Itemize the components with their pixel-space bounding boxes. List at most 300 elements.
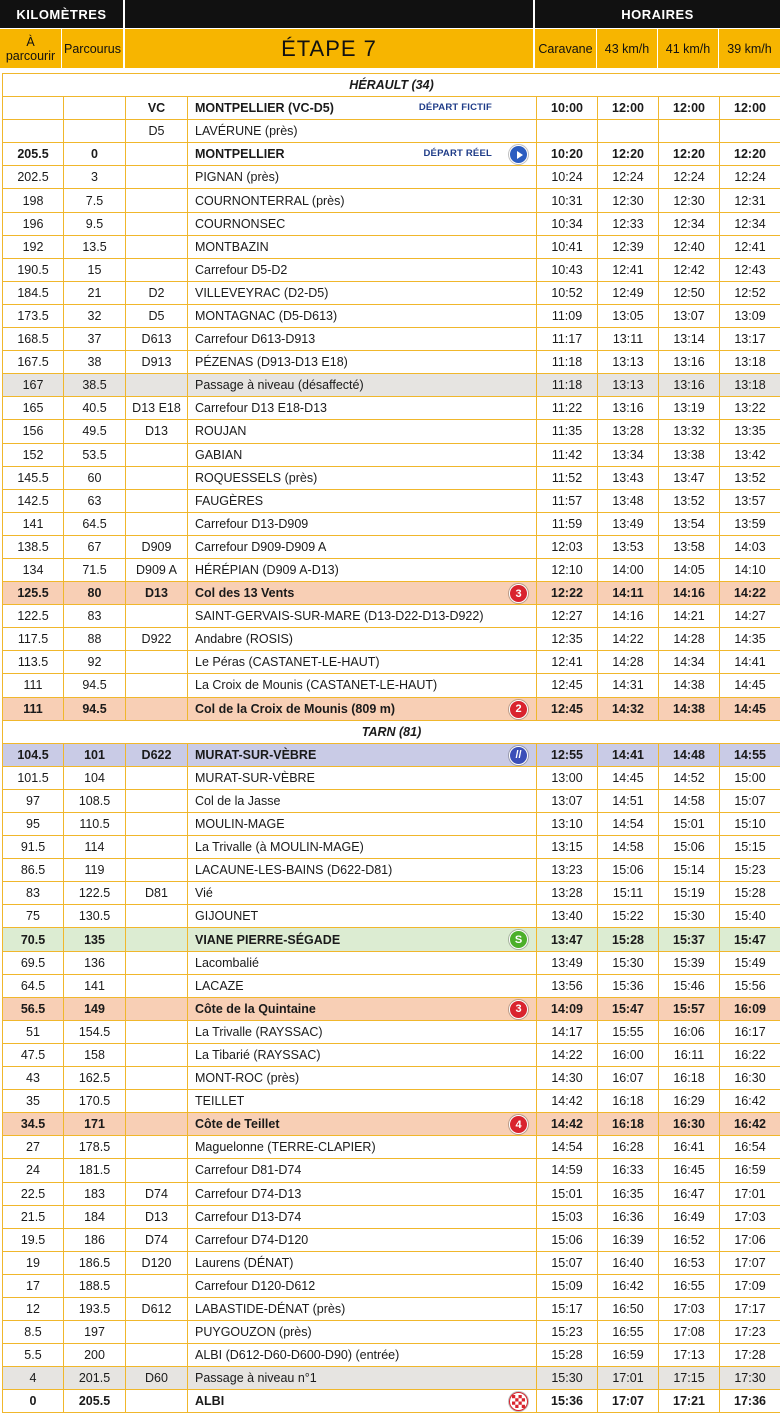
place-cell (188, 1067, 537, 1090)
time-43-cell: 14:45 (598, 766, 659, 789)
table-row (3, 281, 780, 304)
place-cell (188, 997, 537, 1020)
time-41-cell: 12:40 (659, 235, 720, 258)
section-row (3, 720, 780, 743)
caravane-time-cell: 13:56 (537, 974, 598, 997)
time-41-cell: 14:58 (659, 789, 720, 812)
km-covered-cell: 13.5 (64, 235, 126, 258)
place-cell (188, 743, 537, 766)
time-39-cell: 16:22 (720, 1043, 780, 1066)
time-39-cell: 13:18 (720, 351, 780, 374)
place-cell (188, 1113, 537, 1136)
time-43-cell: 16:07 (598, 1067, 659, 1090)
a-parcourir-heading: À parcourir (0, 29, 61, 68)
place-cell (188, 1182, 537, 1205)
place-cell (188, 605, 537, 628)
table-row (3, 1159, 780, 1182)
time-39-cell: 16:42 (720, 1113, 780, 1136)
km-covered-cell: 38.5 (64, 374, 126, 397)
km-covered-cell: 141 (64, 974, 126, 997)
place-name: La Croix de Mounis (CASTANET-LE-HAUT) (195, 678, 438, 693)
caravane-time-cell: 14:42 (537, 1090, 598, 1113)
place-cell (188, 1274, 537, 1297)
time-41-cell: 17:08 (659, 1321, 720, 1344)
place-cell (188, 1020, 537, 1043)
place-name: La Trivalle (RAYSSAC) (195, 1024, 323, 1039)
place-cell (188, 166, 537, 189)
time-39-cell: 13:22 (720, 397, 780, 420)
place-cell (188, 628, 537, 651)
km-remaining-cell: 198 (3, 189, 64, 212)
km-remaining-cell: 4 (3, 1367, 64, 1390)
road-cell (126, 1344, 188, 1367)
place-cell (188, 1297, 537, 1320)
departure-tag: DÉPART FICTIF (418, 102, 492, 114)
road-cell: D913 (126, 351, 188, 374)
place-name: ALBI (D612-D60-D600-D90) (entrée) (195, 1348, 400, 1363)
time-41-cell: 15:30 (659, 905, 720, 928)
time-43-cell: 14:58 (598, 836, 659, 859)
caravane-time-cell: 13:15 (537, 836, 598, 859)
time-43-cell: 14:28 (598, 651, 659, 674)
table-row (3, 1020, 780, 1043)
caravane-time-cell: 10:52 (537, 281, 598, 304)
place-name: Carrefour D120-D612 (195, 1278, 316, 1293)
km-covered-cell: 158 (64, 1043, 126, 1066)
climb-category-4-icon: 4 (509, 1115, 528, 1134)
time-43-cell: 14:32 (598, 697, 659, 720)
time-43-cell: 15:47 (598, 997, 659, 1020)
km-remaining-cell: 196 (3, 212, 64, 235)
km-covered-cell: 130.5 (64, 905, 126, 928)
km-covered-cell: 186.5 (64, 1251, 126, 1274)
time-43-cell: 15:28 (598, 928, 659, 951)
time-39-cell: 12:41 (720, 235, 780, 258)
place-name: Col des 13 Vents (195, 586, 295, 601)
place-cell (188, 351, 537, 374)
place-name: MONTPELLIER (195, 147, 285, 162)
place-name: MOULIN-MAGE (195, 817, 285, 832)
road-cell (126, 466, 188, 489)
place-name: SAINT-GERVAIS-SUR-MARE (D13-D22-D13-D922) (195, 609, 484, 624)
place-cell (188, 143, 537, 166)
road-cell: D13 (126, 582, 188, 605)
km-covered-cell: 110.5 (64, 813, 126, 836)
km-covered-cell: 71.5 (64, 558, 126, 581)
road-cell (126, 605, 188, 628)
time-43-cell: 12:41 (598, 258, 659, 281)
time-43-cell: 15:55 (598, 1020, 659, 1043)
road-cell (126, 697, 188, 720)
road-cell: D909 (126, 535, 188, 558)
road-cell (126, 997, 188, 1020)
time-43-cell: 16:40 (598, 1251, 659, 1274)
feed-zone-icon: // (509, 746, 528, 765)
km-remaining-cell: 138.5 (3, 535, 64, 558)
km-remaining-cell: 0 (3, 1390, 64, 1413)
table-row (3, 466, 780, 489)
table-row (3, 166, 780, 189)
km-remaining-cell: 117.5 (3, 628, 64, 651)
time-41-cell: 16:18 (659, 1067, 720, 1090)
time-41-cell: 17:03 (659, 1297, 720, 1320)
caravane-time-cell: 12:55 (537, 743, 598, 766)
road-cell (126, 1321, 188, 1344)
time-41-cell: 14:16 (659, 582, 720, 605)
time-39-cell: 14:55 (720, 743, 780, 766)
caravane-time-cell: 14:59 (537, 1159, 598, 1182)
km-covered-cell (64, 120, 126, 143)
caravane-time-cell (537, 120, 598, 143)
time-41-cell: 14:05 (659, 558, 720, 581)
km-remaining-cell: 111 (3, 674, 64, 697)
km-remaining-cell: 12 (3, 1297, 64, 1320)
road-cell: D60 (126, 1367, 188, 1390)
time-39-cell: 16:54 (720, 1136, 780, 1159)
caravane-time-cell: 13:23 (537, 859, 598, 882)
caravane-time-cell: 12:27 (537, 605, 598, 628)
time-39-cell: 17:03 (720, 1205, 780, 1228)
time-39-cell: 17:30 (720, 1367, 780, 1390)
place-cell (188, 189, 537, 212)
table-row (3, 258, 780, 281)
time-39-cell: 12:52 (720, 281, 780, 304)
place-name: GIJOUNET (195, 909, 259, 924)
place-cell (188, 328, 537, 351)
time-41-cell: 16:55 (659, 1274, 720, 1297)
time-39-cell: 17:28 (720, 1344, 780, 1367)
climb-category-3-icon: 3 (509, 584, 528, 603)
place-name: Vié (195, 886, 213, 901)
km-covered-cell: 60 (64, 466, 126, 489)
km-covered-cell: 162.5 (64, 1067, 126, 1090)
time-39-cell: 13:59 (720, 512, 780, 535)
road-cell (126, 951, 188, 974)
km-covered-cell: 178.5 (64, 1136, 126, 1159)
place-cell (188, 974, 537, 997)
time-41-cell: 14:21 (659, 605, 720, 628)
km-remaining-cell: 17 (3, 1274, 64, 1297)
climb-category-2-icon: 2 (509, 700, 528, 719)
time-41-cell: 12:42 (659, 258, 720, 281)
place-name: MURAT-SUR-VÈBRE (195, 747, 317, 762)
time-39-cell: 16:30 (720, 1067, 780, 1090)
km-remaining-cell: 5.5 (3, 1344, 64, 1367)
place-cell (188, 1090, 537, 1113)
time-39-cell: 12:31 (720, 189, 780, 212)
time-39-cell: 13:17 (720, 328, 780, 351)
km-remaining-cell: 190.5 (3, 258, 64, 281)
km-covered-cell: 119 (64, 859, 126, 882)
speed-43-heading: 43 km/h (597, 29, 657, 68)
time-39-cell: 13:42 (720, 443, 780, 466)
place-name: LACAZE (195, 978, 244, 993)
caravane-time-cell: 15:03 (537, 1205, 598, 1228)
caravane-time-cell: 15:07 (537, 1251, 598, 1274)
time-39-cell: 14:45 (720, 674, 780, 697)
caravane-time-cell: 15:01 (537, 1182, 598, 1205)
road-cell (126, 651, 188, 674)
caravane-time-cell: 14:09 (537, 997, 598, 1020)
km-remaining-cell: 101.5 (3, 766, 64, 789)
km-covered-cell: 21 (64, 281, 126, 304)
time-41-cell: 14:52 (659, 766, 720, 789)
place-cell (188, 466, 537, 489)
km-remaining-cell: 69.5 (3, 951, 64, 974)
table-row (3, 766, 780, 789)
km-covered-cell: 104 (64, 766, 126, 789)
time-41-cell: 15:06 (659, 836, 720, 859)
time-43-cell: 12:30 (598, 189, 659, 212)
km-remaining-cell: 43 (3, 1067, 64, 1090)
place-cell (188, 1251, 537, 1274)
time-39-cell: 14:10 (720, 558, 780, 581)
table-row (3, 789, 780, 812)
place-cell (188, 235, 537, 258)
caravane-time-cell: 12:41 (537, 651, 598, 674)
table-row (3, 997, 780, 1020)
km-covered-cell: 205.5 (64, 1390, 126, 1413)
km-remaining-cell: 156 (3, 420, 64, 443)
table-row (3, 189, 780, 212)
road-cell (126, 859, 188, 882)
caravane-time-cell: 10:34 (537, 212, 598, 235)
time-43-cell: 14:16 (598, 605, 659, 628)
time-43-cell: 16:28 (598, 1136, 659, 1159)
table-row (3, 489, 780, 512)
time-39-cell: 13:18 (720, 374, 780, 397)
place-name: Côte de Teillet (195, 1117, 280, 1132)
time-41-cell: 16:29 (659, 1090, 720, 1113)
time-39-cell: 13:52 (720, 466, 780, 489)
caravane-time-cell: 12:10 (537, 558, 598, 581)
km-remaining-cell: 145.5 (3, 466, 64, 489)
road-cell (126, 212, 188, 235)
stage-title: ÉTAPE 7 (125, 29, 533, 68)
caravane-time-cell: 14:17 (537, 1020, 598, 1043)
time-41-cell: 13:16 (659, 351, 720, 374)
place-name: VIANE PIERRE-SÉGADE (195, 932, 341, 947)
road-cell (126, 974, 188, 997)
time-41-cell: 13:07 (659, 304, 720, 327)
km-covered-cell: 122.5 (64, 882, 126, 905)
km-remaining-cell: 19 (3, 1251, 64, 1274)
km-covered-cell: 7.5 (64, 189, 126, 212)
table-row (3, 951, 780, 974)
time-39-cell: 15:07 (720, 789, 780, 812)
km-remaining-cell: 95 (3, 813, 64, 836)
km-covered-cell: 92 (64, 651, 126, 674)
caravane-time-cell: 10:31 (537, 189, 598, 212)
road-cell: D5 (126, 304, 188, 327)
caravane-time-cell: 10:41 (537, 235, 598, 258)
time-41-cell: 16:53 (659, 1251, 720, 1274)
place-cell (188, 212, 537, 235)
place-cell (188, 951, 537, 974)
km-remaining-cell: 27 (3, 1136, 64, 1159)
km-covered-cell: 201.5 (64, 1367, 126, 1390)
place-cell (188, 374, 537, 397)
place-name: Andabre (ROSIS) (195, 632, 293, 647)
table-row (3, 97, 780, 120)
speed-39-heading: 39 km/h (719, 29, 780, 68)
table-row (3, 535, 780, 558)
kilometres-heading: KILOMÈTRES (0, 0, 123, 28)
km-remaining-cell: 86.5 (3, 859, 64, 882)
table-row (3, 628, 780, 651)
table-row (3, 1043, 780, 1066)
climb-category-3-icon: 3 (509, 1000, 528, 1019)
km-covered-cell: 94.5 (64, 674, 126, 697)
caravane-time-cell: 15:30 (537, 1367, 598, 1390)
road-cell (126, 235, 188, 258)
km-remaining-cell (3, 120, 64, 143)
time-39-cell: 15:10 (720, 813, 780, 836)
time-41-cell: 15:01 (659, 813, 720, 836)
place-name: Carrefour D5-D2 (195, 262, 288, 277)
km-remaining-cell: 167 (3, 374, 64, 397)
time-41-cell: 15:57 (659, 997, 720, 1020)
place-name: La Trivalle (à MOULIN-MAGE) (195, 840, 364, 855)
time-43-cell: 12:00 (598, 97, 659, 120)
km-covered-cell: 136 (64, 951, 126, 974)
road-cell (126, 1020, 188, 1043)
time-43-cell: 13:05 (598, 304, 659, 327)
place-cell (188, 928, 537, 951)
caravane-time-cell: 11:17 (537, 328, 598, 351)
road-cell (126, 1113, 188, 1136)
caravane-time-cell: 10:43 (537, 258, 598, 281)
time-39-cell: 17:17 (720, 1297, 780, 1320)
km-remaining-cell: 111 (3, 697, 64, 720)
road-cell (126, 1274, 188, 1297)
time-43-cell: 16:55 (598, 1321, 659, 1344)
table-row (3, 836, 780, 859)
time-39-cell: 14:22 (720, 582, 780, 605)
km-remaining-cell: 22.5 (3, 1182, 64, 1205)
time-41-cell: 15:14 (659, 859, 720, 882)
km-remaining-cell: 142.5 (3, 489, 64, 512)
time-43-cell: 16:18 (598, 1113, 659, 1136)
km-remaining-cell: 24 (3, 1159, 64, 1182)
time-41-cell: 16:49 (659, 1205, 720, 1228)
road-cell (126, 489, 188, 512)
time-41-cell: 14:48 (659, 743, 720, 766)
departure-tag: DÉPART RÉEL (423, 148, 492, 160)
table-row (3, 674, 780, 697)
time-41-cell: 16:45 (659, 1159, 720, 1182)
time-39-cell: 15:47 (720, 928, 780, 951)
place-name: Col de la Jasse (195, 793, 281, 808)
table-row (3, 1228, 780, 1251)
table-row (3, 143, 780, 166)
km-remaining-cell: 173.5 (3, 304, 64, 327)
km-remaining-cell: 165 (3, 397, 64, 420)
caravane-time-cell: 14:42 (537, 1113, 598, 1136)
place-name: Carrefour D81-D74 (195, 1163, 302, 1178)
caravane-time-cell: 13:00 (537, 766, 598, 789)
road-cell (126, 166, 188, 189)
table-row (3, 1274, 780, 1297)
time-43-cell: 14:54 (598, 813, 659, 836)
km-covered-cell: 171 (64, 1113, 126, 1136)
start-play-icon (509, 145, 528, 164)
time-43-cell: 12:24 (598, 166, 659, 189)
section-label: TARN (81) (3, 720, 780, 743)
place-name: MONT-ROC (près) (195, 1071, 300, 1086)
place-cell (188, 1136, 537, 1159)
time-43-cell: 13:28 (598, 420, 659, 443)
time-43-cell: 13:16 (598, 397, 659, 420)
place-name: LAVÉRUNE (près) (195, 124, 298, 139)
time-43-cell: 16:39 (598, 1228, 659, 1251)
table-row (3, 1136, 780, 1159)
time-41-cell: 16:52 (659, 1228, 720, 1251)
caravane-time-cell: 10:24 (537, 166, 598, 189)
time-41-cell: 12:34 (659, 212, 720, 235)
time-41-cell: 15:39 (659, 951, 720, 974)
road-cell: D74 (126, 1182, 188, 1205)
time-41-cell: 13:38 (659, 443, 720, 466)
km-covered-cell: 3 (64, 166, 126, 189)
place-cell (188, 859, 537, 882)
road-cell: D612 (126, 1297, 188, 1320)
caravane-time-cell: 15:09 (537, 1274, 598, 1297)
km-covered-cell: 186 (64, 1228, 126, 1251)
time-43-cell: 16:50 (598, 1297, 659, 1320)
km-covered-cell: 170.5 (64, 1090, 126, 1113)
place-name: COURNONSEC (195, 216, 286, 231)
road-cell (126, 1159, 188, 1182)
place-cell (188, 397, 537, 420)
km-covered-cell: 108.5 (64, 789, 126, 812)
place-cell (188, 97, 537, 120)
time-43-cell: 13:53 (598, 535, 659, 558)
km-covered-cell: 197 (64, 1321, 126, 1344)
place-cell (188, 1321, 537, 1344)
km-covered-cell: 83 (64, 605, 126, 628)
place-name: VILLEVEYRAC (D2-D5) (195, 285, 329, 300)
finish-flag-icon (509, 1392, 528, 1411)
place-name: Col de la Croix de Mounis (809 m) (195, 701, 396, 716)
place-name: FAUGÈRES (195, 493, 264, 508)
caravane-time-cell: 13:40 (537, 905, 598, 928)
section-row (3, 74, 780, 97)
place-cell (188, 1159, 537, 1182)
km-remaining-cell: 168.5 (3, 328, 64, 351)
km-remaining-cell: 113.5 (3, 651, 64, 674)
table-row (3, 974, 780, 997)
time-43-cell: 13:13 (598, 351, 659, 374)
place-name: MONTPELLIER (VC-D5) (195, 101, 334, 116)
place-name: PUYGOUZON (près) (195, 1325, 312, 1340)
road-cell (126, 443, 188, 466)
place-name: Passage à niveau n°1 (195, 1371, 317, 1386)
time-39-cell: 16:17 (720, 1020, 780, 1043)
caravane-time-cell: 12:45 (537, 697, 598, 720)
place-cell (188, 443, 537, 466)
place-name: Laurens (DÉNAT) (195, 1255, 294, 1270)
place-cell (188, 1043, 537, 1066)
time-41-cell: 12:20 (659, 143, 720, 166)
road-cell: D13 (126, 420, 188, 443)
table-row (3, 304, 780, 327)
time-39-cell: 14:03 (720, 535, 780, 558)
place-cell (188, 1228, 537, 1251)
caravane-time-cell: 11:22 (537, 397, 598, 420)
place-name: TEILLET (195, 1094, 245, 1109)
km-covered-cell: 37 (64, 328, 126, 351)
